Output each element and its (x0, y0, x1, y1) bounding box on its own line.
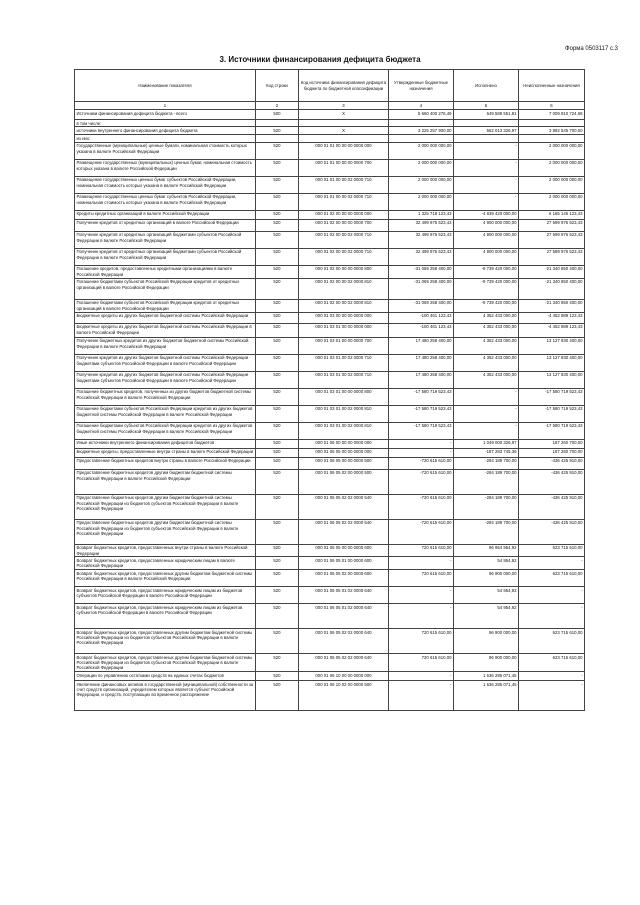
column-number-row (75, 102, 585, 110)
cell-name: Возврат бюджетных кредитов, предоставленных внутри страны в валюте Российской Федерации (75, 544, 256, 557)
table-row (75, 323, 585, 337)
cell-approved: 720 615 610,00 (389, 570, 454, 587)
cell-classification: 000 01 02 00 00 00 0000 700 (299, 219, 389, 231)
cell-approved: 17 480 258 400,00 (389, 371, 454, 388)
cell-code: 520 (256, 299, 299, 312)
table-row (75, 248, 585, 265)
cell-approved: 720 615 610,00 (389, 544, 454, 557)
cell-unexecuted: 2 000 000 000,00 (519, 176, 585, 193)
cell-unexecuted: -17 580 719 523,43 (519, 422, 585, 439)
cell-classification: 000 01 06 05 02 00 0000 600 (299, 570, 389, 587)
table-row (75, 654, 585, 672)
cell-name: Кредиты кредитных организаций в валюте Российской Федерации (75, 210, 256, 219)
cell-name: Погашение бюджетных кредитов, полученных из других бюджетов бюджетной системы Российской Федерации в валюте Российской Федерации (75, 388, 256, 405)
cell-executed: 1 049 000 326,97 (454, 439, 519, 448)
cell-unexecuted: 27 599 976 523,43 (519, 248, 585, 265)
cell-classification: 000 01 06 05 02 02 0000 540 (299, 519, 389, 544)
cell-name: Получение кредитов от кредитных организаций бюджетами субъектов Российской Федерации в валюте Российской Федерации (75, 231, 256, 248)
table-row (75, 265, 585, 278)
cell-executed: -9 739 420 000,00 (454, 299, 519, 312)
form-code: Форма 0503117 с.3 (565, 46, 618, 52)
cell-classification: 000 01 06 10 00 00 0000 000 (299, 672, 389, 681)
cell-classification: 000 01 03 01 00 00 0000 800 (299, 388, 389, 405)
cell-unexecuted: 27 599 976 523,43 (519, 231, 585, 248)
cell-name: Операции по управлению остатками средств на единых счетах бюджетов (75, 672, 256, 681)
cell-classification: 000 01 03 00 00 00 0000 000 (299, 312, 389, 323)
cell-classification: 000 01 06 05 02 00 0000 500 (299, 469, 389, 494)
cell-name: Погашение бюджетами субъектов Российской Федерации кредитов от кредитных организаций в валюте Российской Федерации (75, 278, 256, 299)
table-row (75, 312, 585, 323)
cell-executed: - (454, 422, 519, 439)
cell-approved: 2 000 000 000,00 (389, 193, 454, 210)
cell-classification: 000 01 06 05 01 02 0000 640 (299, 604, 389, 629)
cell-classification: 000 01 06 05 02 02 0000 640 (299, 654, 389, 672)
cell-approved: - (389, 672, 454, 681)
cell-name: Возврат бюджетных кредитов, предоставленных юридическим лицам из бюджетов субъектов Российской Федерации в валюте Российской Федерации (75, 604, 256, 629)
cell-classification: 000 01 03 01 00 02 0000 710 (299, 371, 389, 388)
financing-sources-table (74, 69, 585, 711)
cell-code: 520 (256, 439, 299, 448)
cell-executed: 4 352 433 000,00 (454, 323, 519, 337)
table-row (75, 457, 585, 469)
cell-code (256, 135, 299, 142)
cell-code: 520 (256, 371, 299, 388)
cell-code: 520 (256, 176, 299, 193)
cell-classification: 000 01 02 00 00 02 0000 810 (299, 299, 389, 312)
cell-name: Получение кредитов из других бюджетов бюджетной системы Российской Федерации бюджетами субъектов Российской Федерации в валюте Российской Федерации (75, 371, 256, 388)
cell-code: 520 (256, 469, 299, 494)
table-row (75, 193, 585, 210)
cell-executed: 4 352 433 000,00 (454, 354, 519, 371)
table-row (75, 127, 585, 135)
cell-code: 520 (256, 681, 299, 711)
table-row (75, 422, 585, 439)
table-row (75, 159, 585, 176)
cell-code: 520 (256, 557, 299, 570)
cell-executed: -187 283 745,36 (454, 448, 519, 457)
table-row (75, 448, 585, 457)
cell-code: 520 (256, 587, 299, 604)
cell-executed: 4 900 000 000,00 (454, 231, 519, 248)
cell-name: Возврат бюджетных кредитов, предоставленных другим бюджетам бюджетной системы Российской Федерации из бюджетов субъектов Российской Федерации в валюте Российской Федерации (75, 629, 256, 654)
cell-approved: 5 660 400 276,49 (389, 110, 454, 120)
cell-code: 520 (256, 405, 299, 422)
cell-approved: 3 225 257 900,00 (389, 127, 454, 135)
table-row (75, 142, 585, 159)
cell-executed: 96 954 954,92 (454, 544, 519, 557)
cell-unexecuted: -21 340 850 400,00 (519, 265, 585, 278)
cell-classification: X (299, 110, 389, 120)
cell-approved: -31 069 258 400,00 (389, 278, 454, 299)
table-row (75, 557, 585, 570)
cell-unexecuted: 3 892 545 700,00 (519, 127, 585, 135)
table-row (75, 210, 585, 219)
cell-code: 520 (256, 323, 299, 337)
cell-name: Возврат бюджетных кредитов, предоставленных другим бюджетам бюджетной системы Российской Федерации из бюджетов субъектов Российской Федерации в валюте Российской Федерации (75, 654, 256, 672)
cell-unexecuted: -436 425 910,00 (519, 469, 585, 494)
cell-name: Получение кредитов от кредитных организаций бюджетами субъектов Российской Федерации в валюте Российской Федерации (75, 248, 256, 265)
cell-approved: - (389, 557, 454, 570)
cell-code (256, 120, 299, 127)
cell-executed: 96 900 000,00 (454, 654, 519, 672)
cell-executed: 54 954,92 (454, 557, 519, 570)
cell-executed (454, 135, 519, 142)
cell-executed: -284 189 700,00 (454, 457, 519, 469)
cell-executed: - (454, 388, 519, 405)
cell-name: Размещение государственных ценных бумаг субъектов Российской Федерации, номинальная стоимость которых указана в валюте Российской Федерации (75, 176, 256, 193)
cell-unexecuted: 2 000 000 000,00 (519, 142, 585, 159)
table-row (75, 681, 585, 711)
cell-name: Источники финансирования дефицита бюджета - всего (75, 110, 256, 120)
cell-executed (454, 120, 519, 127)
cell-code: 520 (256, 422, 299, 439)
cell-unexecuted: 13 127 830 400,00 (519, 354, 585, 371)
cell-unexecuted: -436 425 910,00 (519, 457, 585, 469)
cell-unexecuted: - (519, 587, 585, 604)
cell-classification (299, 120, 389, 127)
cell-code: 520 (256, 142, 299, 159)
cell-name: в том числе: (75, 120, 256, 127)
table-row (75, 544, 585, 557)
cell-approved: 720 615 610,00 (389, 654, 454, 672)
table-row (75, 494, 585, 519)
cell-name: Бюджетные кредиты из других бюджетов бюджетной системы Российской Федерации в валюте Российской Федерации (75, 323, 256, 337)
table-row (75, 337, 585, 354)
cell-name: Увеличение финансовых активов в государственной (муниципальной) собственности за счет средств организаций, учредителем которых является субъект Российской Федерации, и средств, поступающих во временное распоряжение (75, 681, 256, 711)
cell-unexecuted: 6 165 146 123,43 (519, 210, 585, 219)
column-number: 2 (256, 102, 299, 110)
cell-name: Размещение государственных (муниципальных) ценных бумаг, номинальная стоимость которых указана в валюте Российской Федерации (75, 159, 256, 176)
cell-classification: 000 01 03 01 00 00 0000 000 (299, 323, 389, 337)
cell-executed: - (454, 176, 519, 193)
cell-code: 520 (256, 159, 299, 176)
cell-code: 520 (256, 265, 299, 278)
table-row (75, 405, 585, 422)
table-row (75, 231, 585, 248)
cell-classification: 000 01 06 05 01 02 0000 640 (299, 587, 389, 604)
cell-classification: 000 01 01 00 00 00 0000 700 (299, 159, 389, 176)
cell-unexecuted: - (519, 604, 585, 629)
cell-classification: X (299, 127, 389, 135)
header-executed: Исполнено (454, 70, 519, 102)
column-number: 5 (454, 102, 519, 110)
cell-approved: -720 615 610,00 (389, 494, 454, 519)
column-number: 6 (519, 102, 585, 110)
cell-code: 520 (256, 210, 299, 219)
cell-approved: -720 615 610,00 (389, 469, 454, 494)
cell-classification: 000 01 06 05 00 00 0000 500 (299, 457, 389, 469)
cell-code: 520 (256, 312, 299, 323)
table-row (75, 388, 585, 405)
cell-name: Получение кредитов из других бюджетов бюджетной системы Российской Федерации бюджетами субъектов Российской Федерации в валюте Российской Федерации (75, 354, 256, 371)
header-classification: Код источника финансирования дефицита бюджета по бюджетной классификации (299, 70, 389, 102)
table-row (75, 120, 585, 127)
cell-executed: 4 900 000 000,00 (454, 219, 519, 231)
cell-executed: 96 900 000,00 (454, 629, 519, 654)
table-row (75, 219, 585, 231)
cell-approved: - (389, 604, 454, 629)
cell-name: Предоставление бюджетных кредитов внутри страны в валюте Российской Федерации (75, 457, 256, 469)
table-body (75, 110, 585, 711)
cell-unexecuted: 623 715 610,00 (519, 629, 585, 654)
cell-approved: 17 480 258 400,00 (389, 354, 454, 371)
cell-classification: 000 01 01 00 00 00 0000 000 (299, 142, 389, 159)
cell-unexecuted: -21 340 850 400,00 (519, 299, 585, 312)
cell-executed: - (454, 159, 519, 176)
table-row (75, 629, 585, 654)
cell-code: 520 (256, 604, 299, 629)
cell-approved: 17 480 258 400,00 (389, 337, 454, 354)
cell-name: Иные источники внутреннего финансирования дефицитов бюджетов (75, 439, 256, 448)
cell-classification: 000 01 06 05 02 02 0000 540 (299, 494, 389, 519)
cell-unexecuted: - (519, 672, 585, 681)
table-row (75, 354, 585, 371)
table-row (75, 519, 585, 544)
cell-code: 520 (256, 457, 299, 469)
cell-classification: 000 01 02 00 00 00 0000 000 (299, 210, 389, 219)
cell-unexecuted: -436 425 910,00 (519, 494, 585, 519)
cell-executed: 4 352 433 000,00 (454, 371, 519, 388)
cell-code: 520 (256, 193, 299, 210)
table-row (75, 570, 585, 587)
cell-name: Погашение бюджетами субъектов Российской Федерации кредитов из других бюджетов бюджетной системы Российской Федерации в валюте Российской Федерации (75, 405, 256, 422)
cell-unexecuted: -4 452 889 123,43 (519, 312, 585, 323)
cell-code: 520 (256, 519, 299, 544)
cell-approved: 32 499 976 523,43 (389, 231, 454, 248)
cell-unexecuted: -4 452 889 123,43 (519, 323, 585, 337)
cell-code: 520 (256, 278, 299, 299)
cell-executed: -284 189 700,00 (454, 469, 519, 494)
cell-unexecuted: 187 260 700,00 (519, 448, 585, 457)
cell-approved: -100 461 123,43 (389, 323, 454, 337)
cell-name: Погашение бюджетами субъектов Российской Федерации кредитов из других бюджетов бюджетной системы Российской Федерации в валюте Российской Федерации (75, 422, 256, 439)
cell-code: 500 (256, 110, 299, 120)
header-unexecuted: Неисполненные назначения (519, 70, 585, 102)
cell-executed: -4 839 420 000,00 (454, 210, 519, 219)
table-row (75, 110, 585, 120)
cell-approved: -17 580 719 523,43 (389, 422, 454, 439)
cell-classification: 000 01 03 01 00 02 0000 810 (299, 405, 389, 422)
cell-executed: 562 013 326,97 (454, 127, 519, 135)
cell-classification: 000 01 06 00 00 00 0000 000 (299, 439, 389, 448)
cell-executed: -284 189 700,00 (454, 519, 519, 544)
cell-executed: -9 739 420 000,00 (454, 278, 519, 299)
cell-executed: - (454, 193, 519, 210)
cell-name: Погашение кредитов, предоставленных кредитными организациями в валюте Российской Федерации (75, 265, 256, 278)
cell-classification: 000 01 03 01 00 00 0000 700 (299, 337, 389, 354)
document-title: 3. Источники финансирования дефицита бюджета (219, 55, 421, 64)
cell-name: Бюджетные кредиты, предоставленные внутри страны в валюте Российской Федерации (75, 448, 256, 457)
cell-classification (299, 135, 389, 142)
cell-executed: - (454, 405, 519, 422)
cell-unexecuted: 623 715 610,00 (519, 570, 585, 587)
cell-approved: -720 615 610,00 (389, 457, 454, 469)
cell-unexecuted: 27 599 976 523,43 (519, 219, 585, 231)
cell-name: Предоставление бюджетных кредитов другим бюджетам бюджетной системы Российской Федерации из бюджетов субъектов Российской Федерации в валюте Российской Федерации (75, 519, 256, 544)
cell-classification: 000 01 03 01 00 02 0000 810 (299, 422, 389, 439)
header-approved: Утвержденные бюджетные назначения (389, 70, 454, 102)
cell-classification: 000 01 03 01 00 02 0000 710 (299, 354, 389, 371)
cell-code: 520 (256, 337, 299, 354)
cell-approved: -17 580 719 523,43 (389, 405, 454, 422)
cell-code: 520 (256, 354, 299, 371)
cell-name: Предоставление бюджетных кредитов другим бюджетам бюджетной системы Российской Федерации в валюте Российской Федерации (75, 469, 256, 494)
table-row (75, 299, 585, 312)
cell-unexecuted (519, 120, 585, 127)
cell-code: 520 (256, 388, 299, 405)
cell-unexecuted: 2 000 000 000,00 (519, 159, 585, 176)
cell-name: Погашение бюджетами субъектов Российской Федерации кредитов от кредитных организаций в валюте Российской Федерации (75, 299, 256, 312)
cell-name: Возврат бюджетных кредитов, предоставленных другим бюджетам бюджетной системы Российской Федерации в валюте Российской Федерации (75, 570, 256, 587)
table-row (75, 672, 585, 681)
cell-unexecuted: 2 000 000 000,00 (519, 193, 585, 210)
cell-approved: - (389, 681, 454, 711)
cell-unexecuted: -17 580 719 523,43 (519, 405, 585, 422)
cell-unexecuted: - (519, 681, 585, 711)
header-name: Наименование показателя (75, 70, 256, 102)
cell-approved: - (389, 439, 454, 448)
cell-name: Предоставление бюджетных кредитов другим бюджетам бюджетной системы Российской Федерации из бюджетов субъектов Российской Федерации в валюте Российской Федерации (75, 494, 256, 519)
cell-code: 520 (256, 127, 299, 135)
cell-code: 520 (256, 570, 299, 587)
cell-name: из них: (75, 135, 256, 142)
cell-classification: 000 01 01 00 00 02 0000 710 (299, 176, 389, 193)
cell-classification: 000 01 06 05 01 00 0000 600 (299, 557, 389, 570)
table-row (75, 587, 585, 604)
cell-executed: -9 739 420 000,00 (454, 265, 519, 278)
cell-approved: 2 000 000 000,00 (389, 142, 454, 159)
cell-classification: 000 01 02 00 00 00 0000 800 (299, 265, 389, 278)
cell-approved: -100 461 123,43 (389, 312, 454, 323)
cell-unexecuted: -436 425 910,00 (519, 519, 585, 544)
header-code: Код строки (256, 70, 299, 102)
cell-executed: 54 954,92 (454, 604, 519, 629)
cell-code: 520 (256, 448, 299, 457)
cell-unexecuted: - (519, 557, 585, 570)
table-row (75, 604, 585, 629)
cell-code: 520 (256, 219, 299, 231)
cell-name: Получение кредитов от кредитных организаций в валюте Российской Федерации (75, 219, 256, 231)
table-row (75, 176, 585, 193)
cell-code: 520 (256, 672, 299, 681)
cell-code: 520 (256, 248, 299, 265)
cell-executed: 96 900 000,00 (454, 570, 519, 587)
cell-approved: 1 325 718 123,43 (389, 210, 454, 219)
cell-executed: - (454, 142, 519, 159)
cell-unexecuted: -21 340 850 400,00 (519, 278, 585, 299)
cell-approved: - (389, 448, 454, 457)
cell-executed: 649 589 551,81 (454, 110, 519, 120)
table-row (75, 439, 585, 448)
cell-executed: 4 900 000 000,00 (454, 248, 519, 265)
cell-classification: 000 01 06 05 00 00 0000 000 (299, 448, 389, 457)
cell-unexecuted: 13 127 830 400,00 (519, 337, 585, 354)
cell-name: Возврат бюджетных кредитов, предоставленных юридическим лицам в валюте Российской Федерации (75, 557, 256, 570)
cell-executed: 1 636 285 071,45 (454, 672, 519, 681)
cell-executed: 4 352 433 000,00 (454, 337, 519, 354)
cell-classification: 000 01 02 00 00 02 0000 810 (299, 278, 389, 299)
cell-name: Получение бюджетных кредитов из других бюджетов бюджетной системы Российской Федерации в валюте Российской Федерации (75, 337, 256, 354)
cell-approved: -31 069 258 400,00 (389, 265, 454, 278)
cell-classification: 000 01 01 00 00 02 0000 710 (299, 193, 389, 210)
column-number: 3 (299, 102, 389, 110)
cell-classification: 000 01 02 00 00 02 0000 710 (299, 231, 389, 248)
cell-unexecuted: 13 127 830 400,00 (519, 371, 585, 388)
cell-code: 520 (256, 544, 299, 557)
cell-name: Размещение государственных ценных бумаг субъектов Российской Федерации, номинальная стоимость которых указана в валюте Российской Федерации (75, 193, 256, 210)
cell-executed: 54 954,92 (454, 587, 519, 604)
table-row (75, 371, 585, 388)
cell-approved: 720 615 610,00 (389, 629, 454, 654)
cell-approved: - (389, 587, 454, 604)
table-row (75, 135, 585, 142)
column-number: 1 (75, 102, 256, 110)
cell-code: 520 (256, 629, 299, 654)
cell-executed: 1 636 285 071,45 (454, 681, 519, 711)
cell-unexecuted: 7 009 810 724,68 (519, 110, 585, 120)
cell-approved: 32 499 976 523,43 (389, 219, 454, 231)
cell-executed: -284 189 700,00 (454, 494, 519, 519)
cell-unexecuted: 623 715 610,00 (519, 544, 585, 557)
cell-approved: -31 069 258 400,00 (389, 299, 454, 312)
cell-name: Бюджетные кредиты из других бюджетов бюджетной системы Российской Федерации (75, 312, 256, 323)
cell-executed: 4 352 433 000,00 (454, 312, 519, 323)
cell-name: источники внутреннего финансирования дефицита бюджета (75, 127, 256, 135)
column-number: 4 (389, 102, 454, 110)
cell-code: 520 (256, 494, 299, 519)
cell-classification: 000 01 06 05 02 02 0000 640 (299, 629, 389, 654)
cell-approved: -720 615 610,00 (389, 519, 454, 544)
table-row (75, 469, 585, 494)
table-header-row (75, 70, 585, 102)
cell-approved: 32 499 976 523,43 (389, 248, 454, 265)
cell-classification: 000 01 06 05 00 00 0000 600 (299, 544, 389, 557)
cell-unexecuted: 623 715 610,00 (519, 654, 585, 672)
cell-approved: -17 580 719 523,43 (389, 388, 454, 405)
cell-code: 520 (256, 654, 299, 672)
cell-unexecuted: 187 260 700,00 (519, 439, 585, 448)
cell-code: 520 (256, 231, 299, 248)
cell-approved (389, 120, 454, 127)
cell-unexecuted: -17 580 719 523,43 (519, 388, 585, 405)
cell-name: Государственные (муниципальные) ценные бумаги, номинальная стоимость которых указана в валюте Российской Федерации (75, 142, 256, 159)
table-row (75, 278, 585, 299)
cell-unexecuted (519, 135, 585, 142)
cell-approved (389, 135, 454, 142)
cell-name: Возврат бюджетных кредитов, предоставленных юридическим лицам из бюджетов субъектов Российской Федерации в валюте Российской Федерации (75, 587, 256, 604)
cell-classification: 000 01 02 00 00 02 0000 710 (299, 248, 389, 265)
cell-classification: 000 01 06 10 02 00 0000 500 (299, 681, 389, 711)
cell-approved: 2 000 000 000,00 (389, 159, 454, 176)
cell-approved: 2 000 000 000,00 (389, 176, 454, 193)
